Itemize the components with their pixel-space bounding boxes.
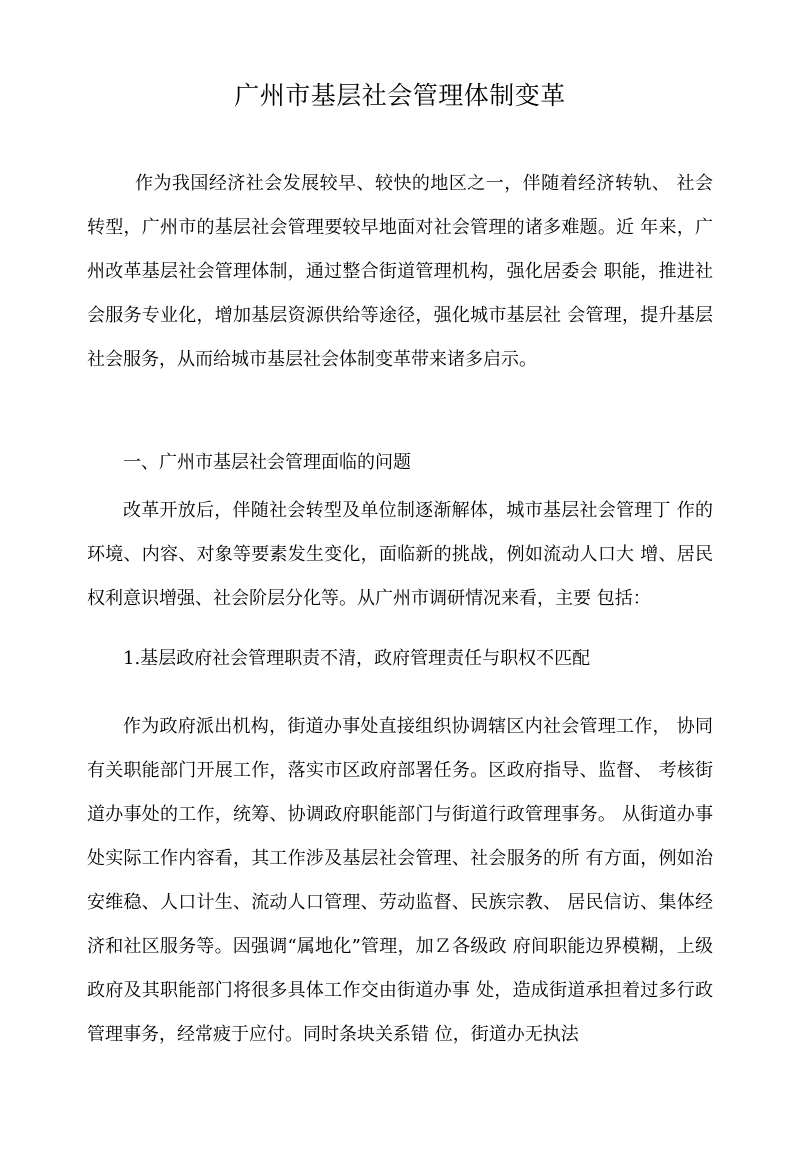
subsection-body-paragraph: 作为政府派出机构，街道办事处直接组织协调辖区内社会管理工作， 协同有关职能部门开展工作，落实市区政府部署任务。区政府指导、监督、 考核街道办事处的工作，统筹、协调政府职能部门与街道行政管理事务。 从街道办事处实际工作内容看，其工作涉及基层社会管理、社会服务的所 有方面，例如治安维稳、人口计生、流动人口管理、劳动监督、民族宗教、 居民信访、集体经济和社区服务等。因强调“属地化”管理，加Ｚ各级政 府间职能边界模糊，上级政府及其职能部门将很多具体工作交由街道办事 处，造成街道承担着过多行政管理事务，经常疲于应付。同时条块关系错 位，街道办无执法 [87,716,713,1045]
document-title: 广州市基层社会管理体制变革 [234,81,566,110]
section-heading: 一、广州市基层社会管理面临的问题 [123,452,411,473]
intro-paragraph: 作为我国经济社会发展较早、较快的地区之一，伴随着经济转轨、 社会转型，广州市的基层社会管理要较早地面对社会管理的诸多难题。近 年来，广州改革基层社会管理体制，通过整合街道管理机构，强化居委会 职能，推进社会服务专业化，增加基层资源供给等途径，强化城市基层社 会管理，提升基层社会服务，从而给城市基层社会体制变革带来诸多启示。 [87,173,713,370]
section-intro-paragraph: 改革开放后，伴随社会转型及单位制逐渐解体，城市基层社会管理丁 作的环境、内容、对象等要素发生变化，面临新的挑战，例如流动人口大 增、居民权利意识增强、社会阶层分化等。从广州市调研情况来看，主要 包括： [87,500,713,609]
subsection-heading: 1.基层政府社会管理职责不清，政府管理责任与职权不匹配 [123,648,591,669]
